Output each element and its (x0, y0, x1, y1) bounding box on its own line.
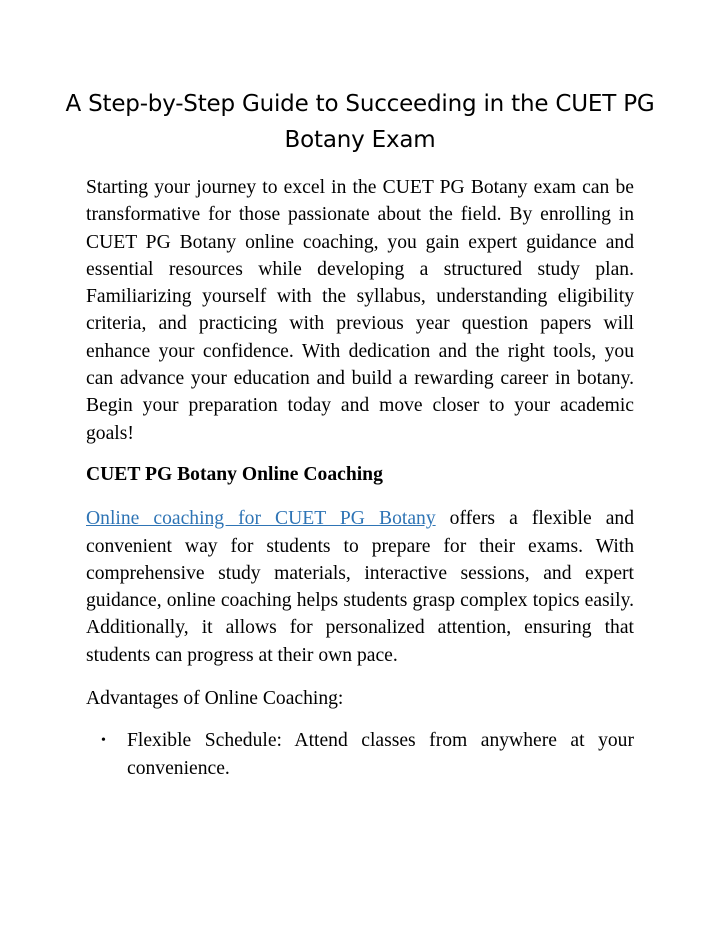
document-body (86, 174, 634, 782)
document-title: A Step-by-Step Guide to Succeeding in the CUET PG Botany Exam (65, 91, 655, 153)
list-item (86, 727, 634, 782)
section-paragraph (86, 505, 634, 669)
online-coaching-link[interactable]: Online coaching for CUET PG Botany (86, 508, 436, 530)
bullet-icon: • (101, 733, 106, 749)
advantages-intro: Advantages of Online Coaching: (86, 688, 344, 710)
advantages-list (86, 727, 634, 782)
section-paragraph-text: offers a flexible and convenient way for students to prepare for their exams. With comprehensive study materials, interactive sessions, and expert guidance, online coaching helps students grasp complex topics easily. Additionally, it allows for personalized attention, ensuring that students can progress at their own pace. (86, 508, 635, 666)
section-heading: CUET PG Botany Online Coaching (86, 463, 383, 485)
list-item-text: Flexible Schedule: Attend classes from anywhere at your convenience. (127, 730, 634, 779)
intro-paragraph: Starting your journey to excel in the CUET PG Botany exam can be transformative for those passionate about the field. By enrolling in CUET PG Botany online coaching, you gain expert guidance and essential resources while developing a structured study plan. Familiarizing yourself with the syllabus, understanding eligibility criteria, and practicing with previous year question papers will enhance your confidence. With dedication and the right tools, you can advance your education and build a rewarding career in botany. Begin your preparation today and move closer to your academic goals! (86, 177, 634, 444)
